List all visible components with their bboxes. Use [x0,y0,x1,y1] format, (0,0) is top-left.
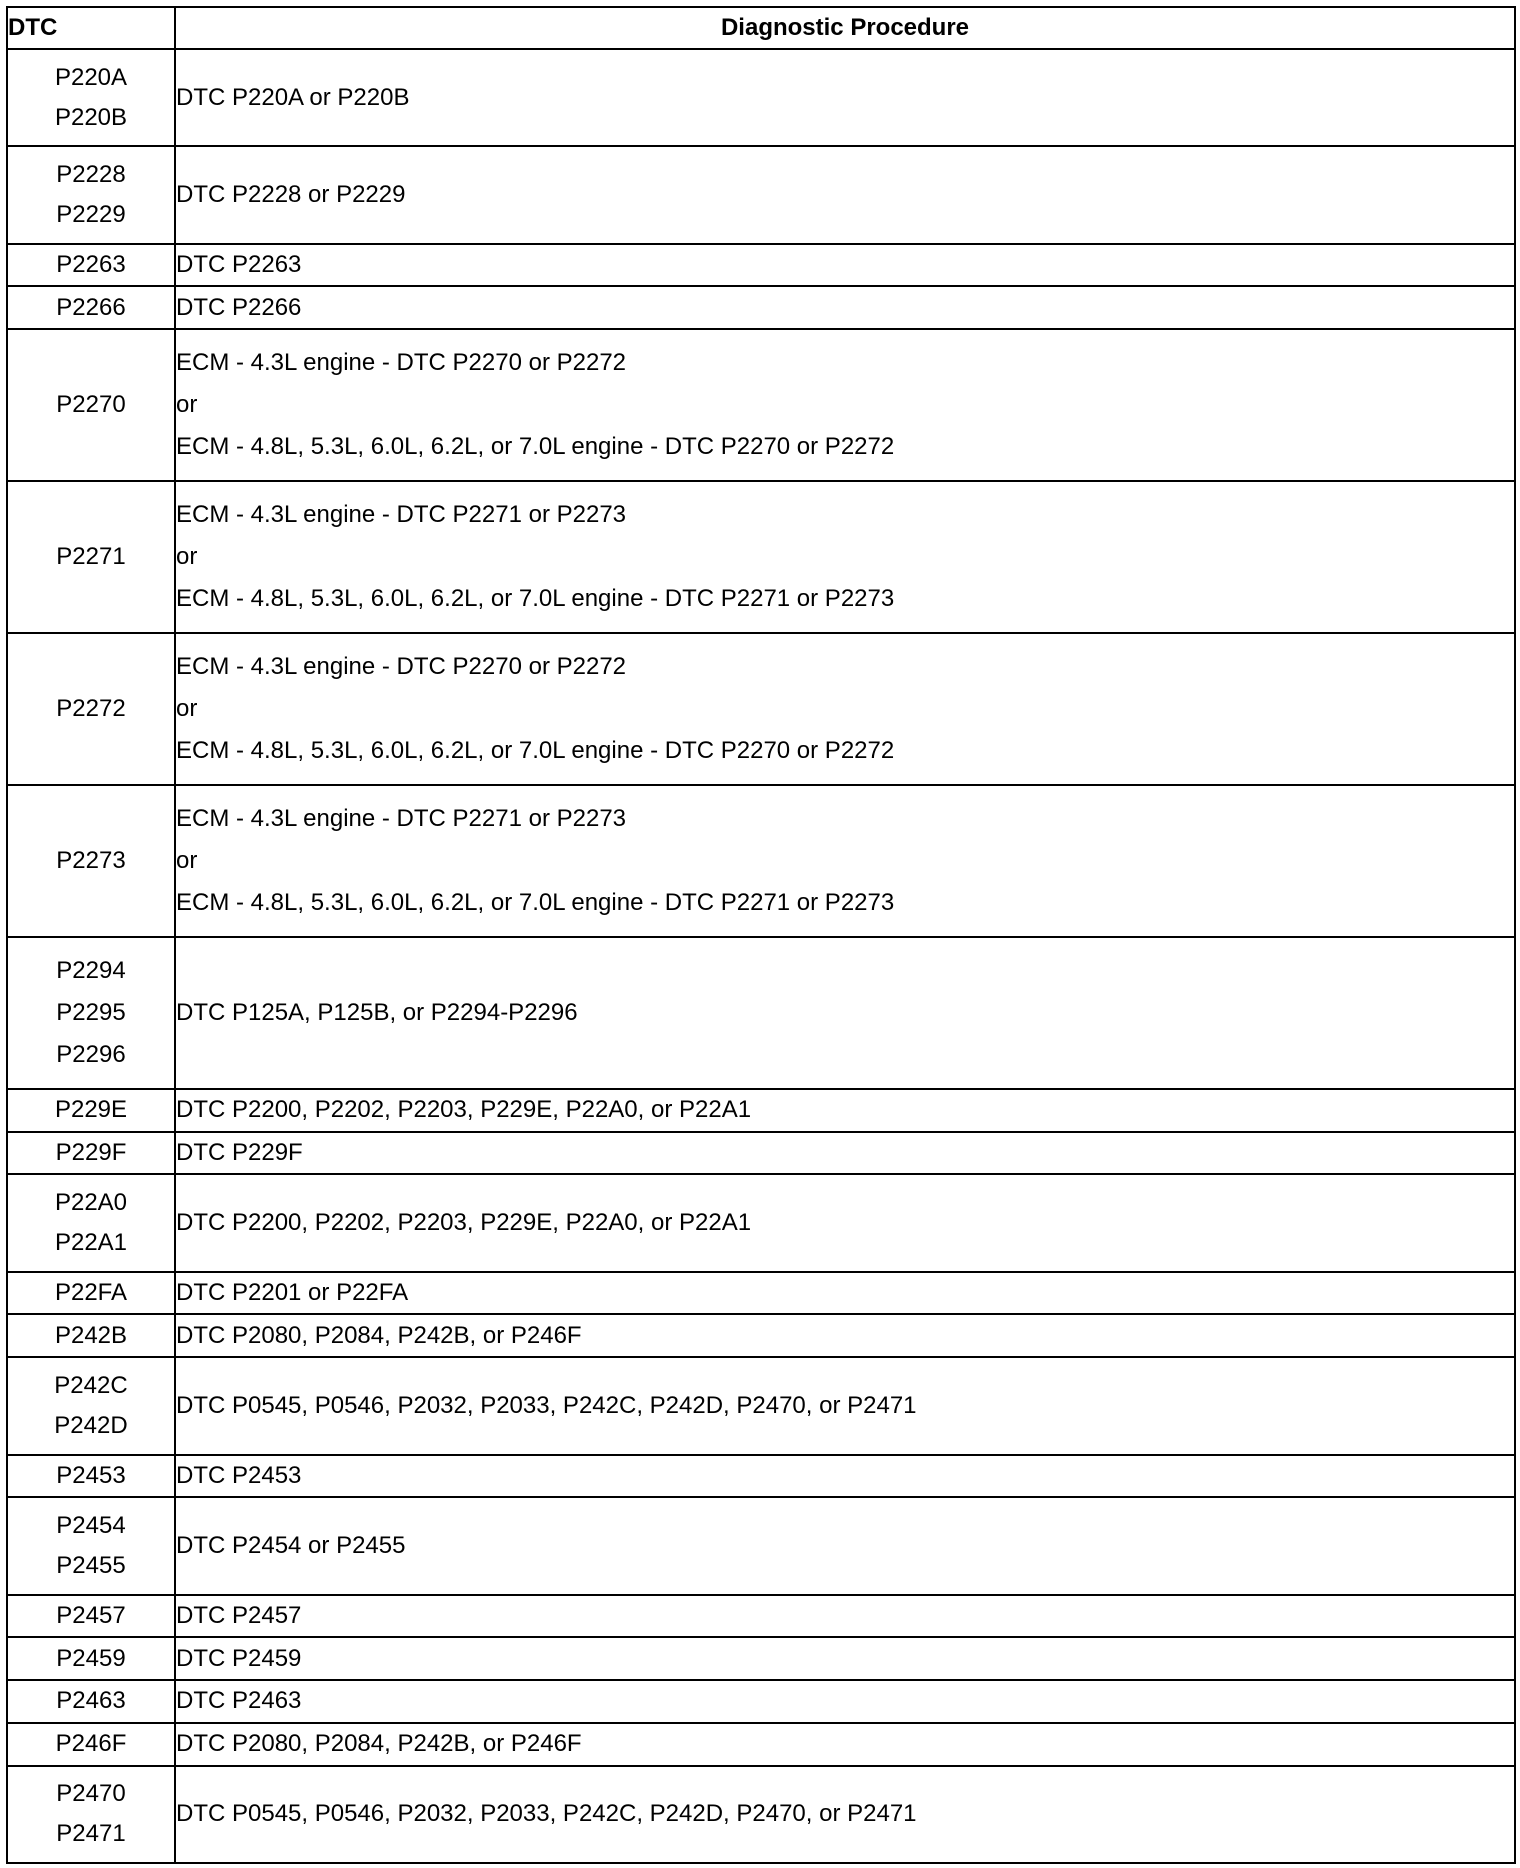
procedure-line: ECM - 4.3L engine - DTC P2270 or P2272 [176,653,627,681]
dtc-code-cell [7,633,175,785]
diagnostic-procedure-cell [175,1637,1515,1680]
diagnostic-procedure-cell [175,244,1515,287]
procedure-line: or [176,846,198,874]
dtc-code-cell [7,146,175,243]
table-row [7,1272,1515,1315]
table-row [7,1680,1515,1723]
dtc-code: P242B [54,1321,128,1349]
dtc-code: P242D [54,1411,128,1439]
procedure-line: DTC P125A, P125B, or P2294-P2296 [176,998,578,1026]
procedure-line: ECM - 4.8L, 5.3L, 6.0L, 6.2L, or 7.0L engine - DTC P2270 or P2272 [176,737,895,765]
dtc-code: P246F [55,1730,127,1758]
dtc-code-cell [7,937,175,1089]
table-row [7,1314,1515,1357]
procedure-line: DTC P2463 [176,1687,302,1715]
diagnostic-procedure-cell [175,1595,1515,1638]
dtc-code: P2294 [56,956,126,984]
table-row [7,244,1515,287]
table-row [7,937,1515,1089]
procedure-line: ECM - 4.3L engine - DTC P2270 or P2272 [176,349,627,377]
dtc-code-cell [7,1174,175,1271]
dtc-code: P2453 [56,1461,126,1489]
diagnostic-procedure-cell [175,1314,1515,1357]
dtc-code: P2454 [56,1511,126,1539]
diagnostic-procedure-cell [175,146,1515,243]
dtc-code: P2273 [56,846,126,874]
procedure-line: DTC P2454 or P2455 [176,1531,406,1559]
dtc-code-cell [7,1766,175,1863]
diagnostic-procedure-cell [175,1272,1515,1315]
procedure-line: DTC P2459 [176,1644,302,1672]
dtc-code: P220A [54,63,128,91]
procedure-line: or [176,695,198,723]
diagnostic-procedure-cell [175,1089,1515,1132]
header-diagnostic-procedure: Diagnostic Procedure [175,7,1515,49]
procedure-line: DTC P2200, P2202, P2203, P229E, P22A0, or P22A1 [176,1209,752,1237]
dtc-code-cell [7,1132,175,1175]
dtc-code: P2455 [56,1551,126,1579]
dtc-code: P220B [54,103,128,131]
dtc-code-cell [7,244,175,287]
dtc-code-cell [7,1314,175,1357]
dtc-code-cell [7,1497,175,1594]
table-row [7,1723,1515,1766]
diagnostic-procedure-cell [175,286,1515,329]
table-row [7,1174,1515,1271]
dtc-code-cell [7,329,175,481]
diagnostic-procedure-cell [175,1174,1515,1271]
procedure-line: DTC P2457 [176,1601,302,1629]
procedure-line: DTC P220A or P220B [176,83,410,111]
procedure-line: DTC P2228 or P2229 [176,181,406,209]
dtc-code: P2296 [56,1040,126,1068]
procedure-line: DTC P0545, P0546, P2032, P2033, P242C, P242D, P2470, or P2471 [176,1391,917,1419]
dtc-code-cell [7,49,175,146]
diagnostic-procedure-cell [175,1132,1515,1175]
dtc-code-cell [7,1595,175,1638]
dtc-code: P22A0 [54,1189,128,1217]
procedure-line: DTC P2266 [176,293,302,321]
dtc-code-cell [7,1455,175,1498]
diagnostic-procedure-cell [175,49,1515,146]
dtc-code-cell [7,481,175,633]
dtc-code: P22A1 [54,1229,128,1257]
procedure-line: DTC P2263 [176,251,302,279]
dtc-code: P242C [54,1371,128,1399]
procedure-line: ECM - 4.3L engine - DTC P2271 or P2273 [176,804,627,832]
diagnostic-procedure-cell [175,1766,1515,1863]
diagnostic-procedure-cell [175,1723,1515,1766]
dtc-code: P2266 [56,293,126,321]
header-dtc: DTC [7,7,175,49]
dtc-code: P22FA [54,1279,128,1307]
dtc-table [6,6,1516,1864]
dtc-code-cell [7,1723,175,1766]
procedure-line: ECM - 4.8L, 5.3L, 6.0L, 6.2L, or 7.0L engine - DTC P2271 or P2273 [176,888,895,916]
dtc-code: P2457 [56,1601,126,1629]
table-row [7,1595,1515,1638]
dtc-code: P2228 [56,161,126,189]
table-header [7,7,1515,49]
diagnostic-procedure-cell [175,937,1515,1089]
procedure-line: DTC P2201 or P22FA [176,1279,409,1307]
dtc-code-cell [7,286,175,329]
procedure-line: DTC P2080, P2084, P242B, or P246F [176,1730,582,1758]
procedure-line: ECM - 4.3L engine - DTC P2271 or P2273 [176,501,627,529]
procedure-line: or [176,543,198,571]
dtc-code-cell [7,1089,175,1132]
diagnostic-procedure-cell [175,1680,1515,1723]
table-row [7,329,1515,481]
dtc-code: P2470 [56,1780,126,1808]
dtc-code-cell [7,785,175,937]
table-row [7,1357,1515,1454]
procedure-line: DTC P2453 [176,1461,302,1489]
procedure-line: DTC P2200, P2202, P2203, P229E, P22A0, or P22A1 [176,1096,752,1124]
dtc-code-cell [7,1357,175,1454]
procedure-line: ECM - 4.8L, 5.3L, 6.0L, 6.2L, or 7.0L engine - DTC P2270 or P2272 [176,433,895,461]
table-row [7,146,1515,243]
table-row [7,481,1515,633]
diagnostic-procedure-cell [175,1455,1515,1498]
dtc-code: P229F [55,1139,127,1167]
diagnostic-procedure-cell [175,481,1515,633]
diagnostic-procedure-cell [175,785,1515,937]
table-row [7,49,1515,146]
dtc-code: P2295 [56,998,126,1026]
table-row [7,1089,1515,1132]
dtc-code-cell [7,1272,175,1315]
diagnostic-procedure-cell [175,329,1515,481]
diagnostic-procedure-cell [175,1357,1515,1454]
dtc-code: P2271 [56,543,126,571]
header-row [7,7,1515,49]
dtc-code: P2272 [56,695,126,723]
diagnostic-procedure-cell [175,633,1515,785]
dtc-code: P2463 [56,1687,126,1715]
table-row [7,286,1515,329]
dtc-code: P2263 [56,251,126,279]
table-row [7,1637,1515,1680]
dtc-code-cell [7,1680,175,1723]
dtc-code: P2229 [56,201,126,229]
dtc-code: P2459 [56,1644,126,1672]
table-row [7,1455,1515,1498]
procedure-line: DTC P2080, P2084, P242B, or P246F [176,1321,582,1349]
procedure-line: DTC P229F [176,1139,303,1167]
table-row [7,1132,1515,1175]
table-body [7,49,1515,1863]
diagnostic-procedure-cell [175,1497,1515,1594]
procedure-line: DTC P0545, P0546, P2032, P2033, P242C, P242D, P2470, or P2471 [176,1800,917,1828]
dtc-code: P2270 [56,391,126,419]
dtc-code-cell [7,1637,175,1680]
table-row [7,1497,1515,1594]
table-row [7,1766,1515,1863]
table-row [7,785,1515,937]
procedure-line: ECM - 4.8L, 5.3L, 6.0L, 6.2L, or 7.0L engine - DTC P2271 or P2273 [176,585,895,613]
procedure-line: or [176,391,198,419]
table-row [7,633,1515,785]
dtc-code: P2471 [56,1820,126,1848]
dtc-code: P229E [54,1096,128,1124]
